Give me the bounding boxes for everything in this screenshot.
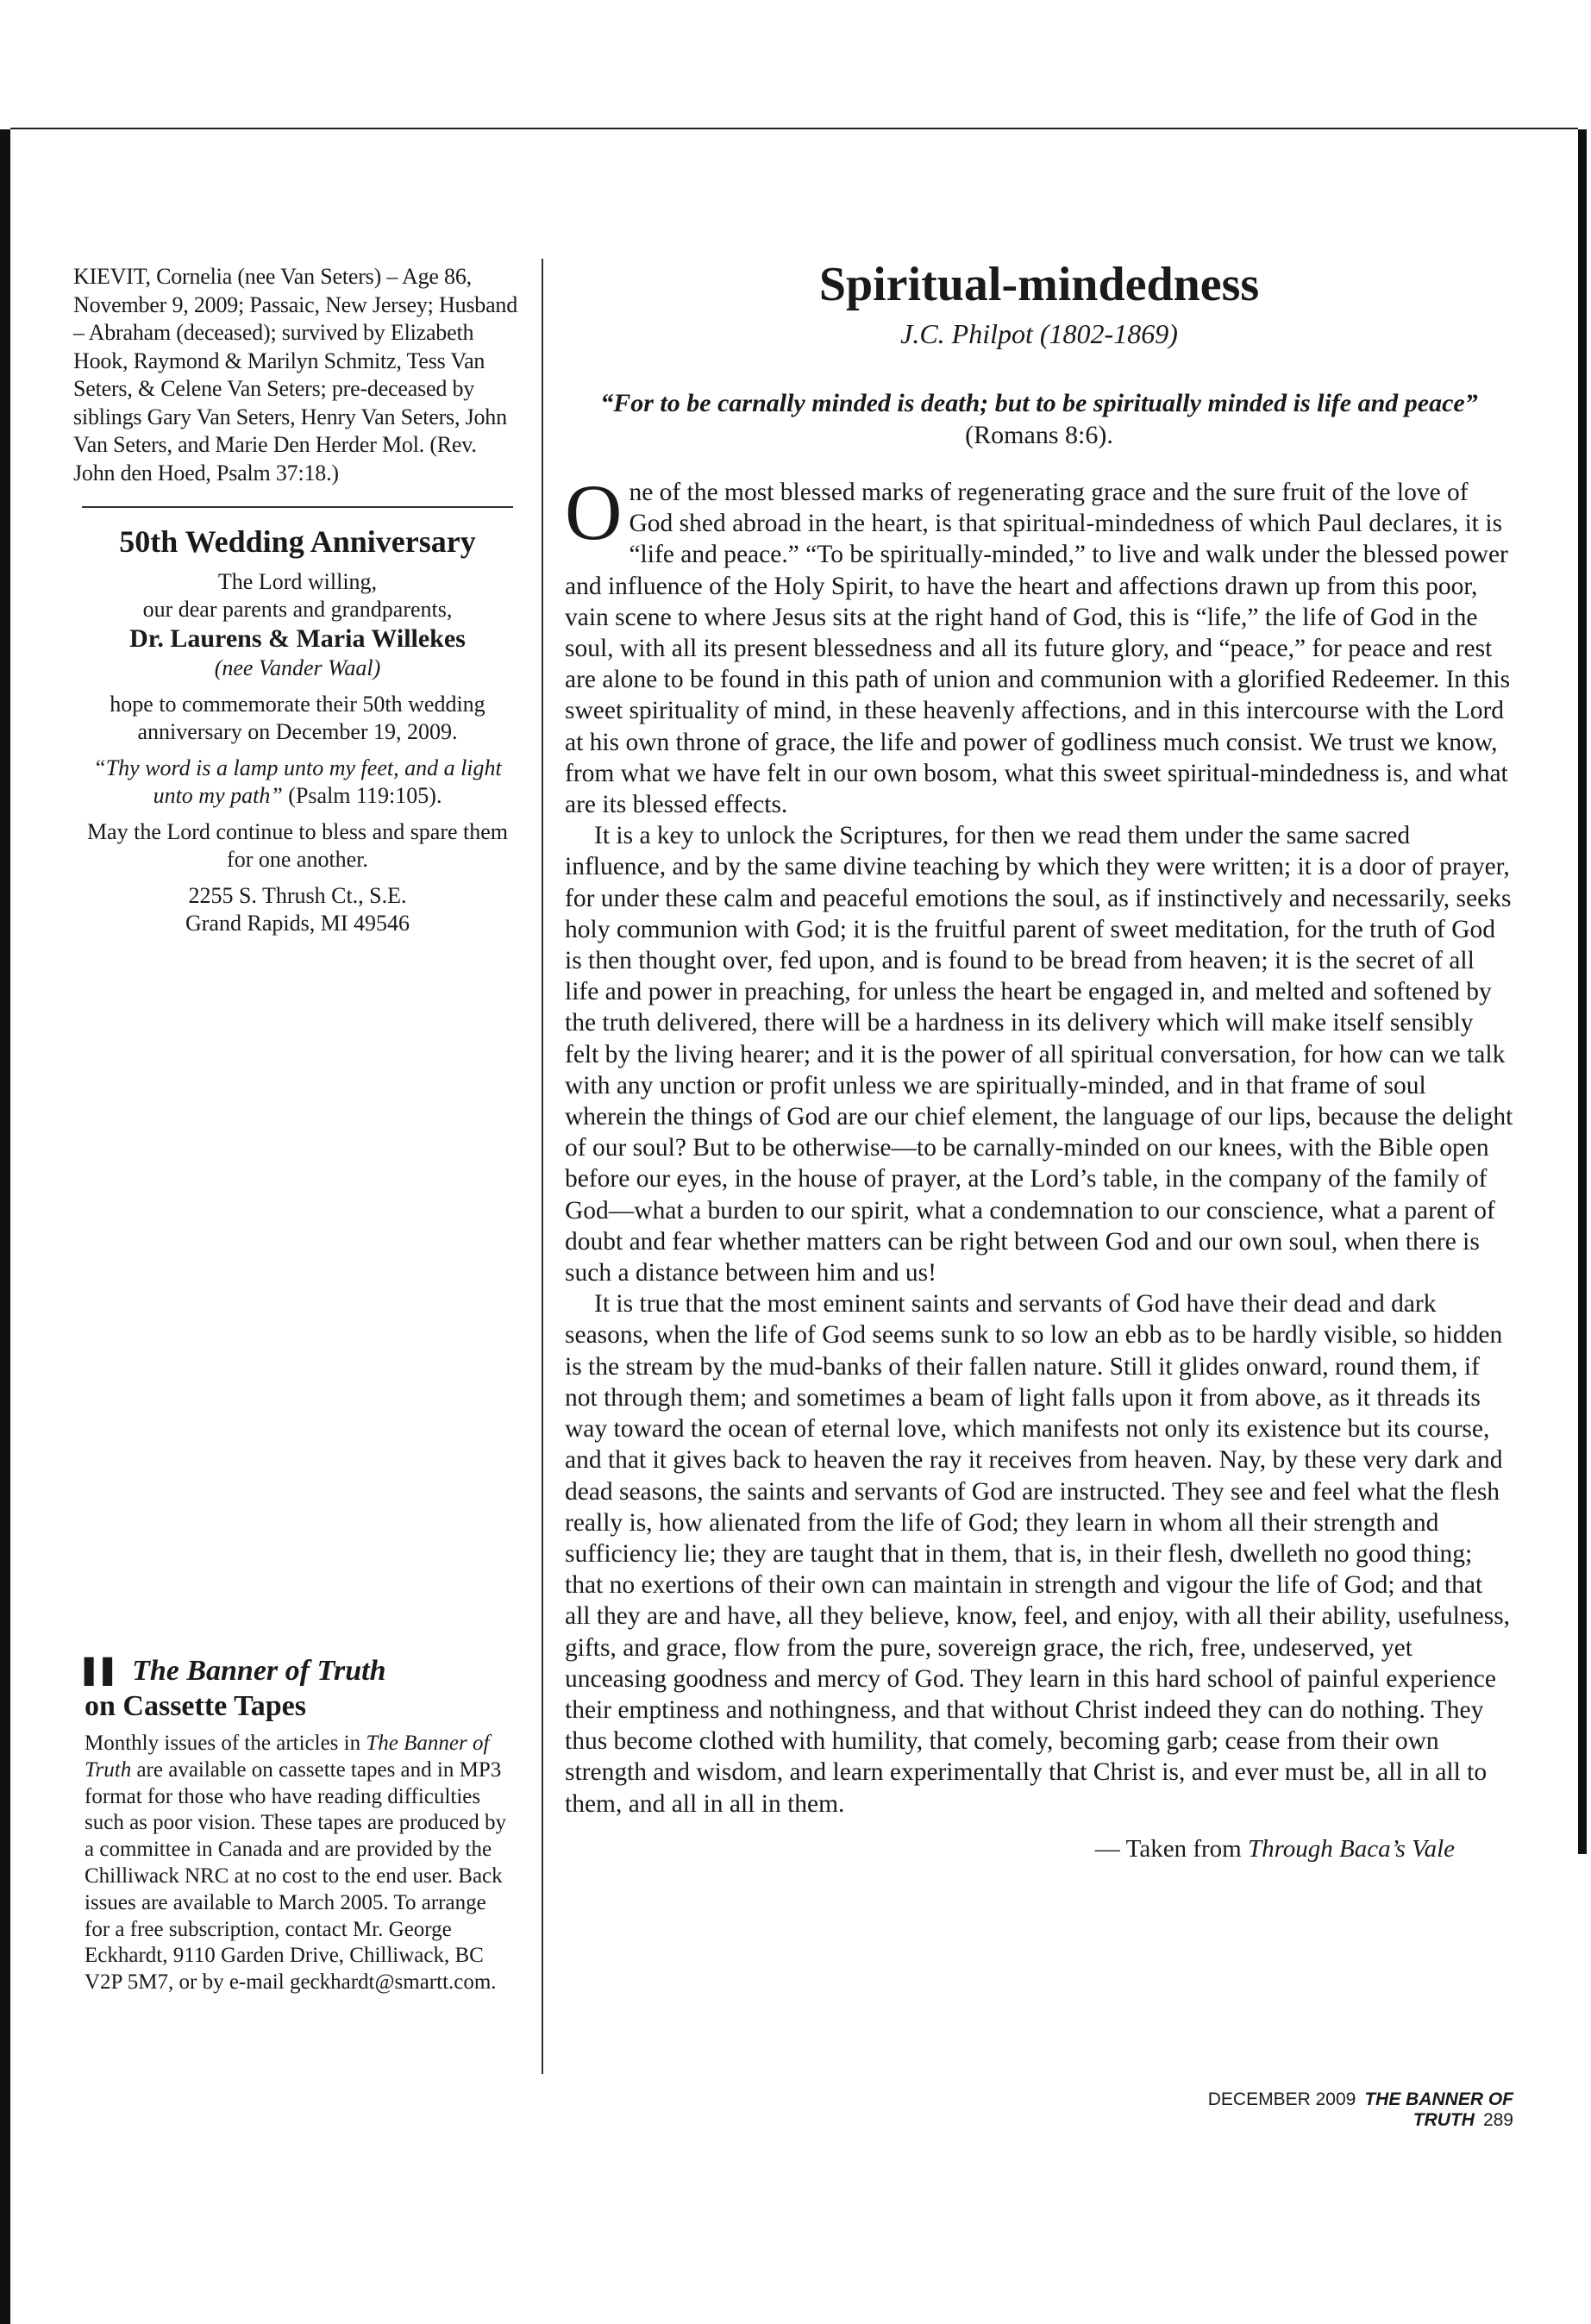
address-line1: 2255 S. Thrush Ct., S.E.: [188, 883, 407, 908]
paragraph-1: [565, 468, 1513, 820]
anniversary-names: Dr. Laurens & Maria Willekes: [129, 624, 466, 653]
page-number: 289: [1482, 2110, 1513, 2130]
address-line2: Grand Rapids, MI 49546: [185, 911, 410, 936]
scan-edge-left: [0, 129, 10, 2324]
left-column: [73, 263, 522, 937]
article-body: [565, 468, 1513, 1820]
verse-ref: (Psalm 119:105).: [282, 783, 442, 808]
cassette-text: [85, 1731, 507, 1996]
cassette-text-b: are available on cassette tapes and in MP3 format for those who have reading difficulties such as poor vision. These tapes are produced by a committee in Canada and are provided by the Chilliwack NRC at no cost to the end user. Back issues are available to March 2005. To arrange for a free subscription, contact Mr. George Eckhardt, 9110 Garden Drive, Chilliwack, BC V2P 5M7, or by e-mail geckhardt@smartt.com.: [85, 1757, 506, 1995]
article-epigraph: [565, 387, 1513, 451]
cassette-text-a: Monthly issues of the articles in: [85, 1732, 366, 1755]
footer-magazine: THE BANNER OF TRUTH: [1364, 2089, 1513, 2130]
page-footer: [1112, 2089, 1513, 2131]
obituary-notice: KIEVIT, Cornelia (nee Van Seters) – Age 86, November 9, 2009; Passaic, New Jersey; Husband – Abraham (deceased); survived by Elizabeth Hook, Raymond & Marilyn Schmitz, Tess Van Seters, & Celene Van Seters; pre-deceased by siblings Gary Van Seters, Henry Van Seters, John Van Seters, and Marie Den Herder Mol. (Rev. John den Hoed, Psalm 37:18.): [73, 264, 518, 485]
anniversary-verse: [73, 755, 522, 810]
epigraph-ref: (Romans 8:6).: [965, 421, 1113, 449]
article-author: J.C. Philpot (1802-1869): [900, 318, 1178, 349]
cassette-heading: [85, 1654, 507, 1724]
bars-icon: ▌▌: [85, 1657, 122, 1686]
anniversary-announcement: [73, 523, 522, 937]
footer-date: DECEMBER 2009: [1207, 2089, 1356, 2109]
section-separator: [82, 506, 513, 508]
article: [565, 254, 1513, 1864]
article-title: Spiritual-mindedness: [818, 258, 1260, 311]
scan-edge-right: [1578, 129, 1587, 1854]
drop-cap: O: [565, 468, 623, 556]
verse-quote: “Thy word is a lamp unto my feet, and a light unto my path”: [93, 755, 502, 808]
scan-margin: [0, 0, 1591, 129]
top-rule: [10, 128, 1578, 129]
column-divider: [542, 259, 543, 2074]
article-credit: [565, 1833, 1455, 1864]
cassette-heading-rest: on Cassette Tapes: [85, 1690, 306, 1722]
paragraph-1-text: ne of the most blessed marks of regenerating grace and the sure fruit of the love of God shed abroad in the heart, is that spiritual-mindedness of which Paul declares, it is “life and peace.” “To be spiritually-minded,” to live and walk under the blessed power and influence of the Holy Spirit, to have the heart and affections drawn up from this poor, vain scene to where Jesus sits at the right hand of God, this is “life,” the life of God in the soul, with all its present blessedness and all its future glory, and “peace,” for peace and rest are alone to be found in this path of union and communion with a glorified Redeemer. In this sweet spirituality of mind, in these heavenly affections, and in this intercourse with the Lord at his own throne of grace, the life and power of godliness much consist. We trust we know, from what we have felt in our own bosom, what this sweet spiritual-mindedness is, and what are its blessed effects.: [565, 479, 1511, 819]
cassette-notice: [85, 1654, 507, 1996]
anniversary-heading: 50th Wedding Anniversary: [119, 524, 476, 559]
anniversary-line1: The Lord willing,: [217, 569, 378, 594]
epigraph-quote: “For to be carnally minded is death; but to be spiritually minded is life and peace”: [600, 389, 1478, 417]
anniversary-line2: our dear parents and grandparents,: [142, 597, 453, 622]
cassette-text-title: The Banner of Truth: [85, 1732, 490, 1782]
credit-prefix: — Taken from: [1094, 1834, 1248, 1863]
anniversary-blessing: May the Lord continue to bless and spare them for one another.: [86, 819, 509, 872]
anniversary-nee: (nee Vander Waal): [214, 655, 381, 680]
paragraph-3: It is true that the most eminent saints and servants of God have their dead and dark seasons, when the life of God seems sunk to so low an ebb as to be hardly visible, so hidden is the stream by the mud-banks of their fallen nature. Still it glides onward, round them, if not through them; and sometimes a beam of light falls upon it from above, as it threads its way toward the ocean of eternal love, which manifests not only its existence but its course, and that it gives back to heaven the ray it receives from heaven. Nay, by these very dark and dead seasons, the saints and servants of God are instructed. They see and feel what the flesh really is, how alienated from the life of God; they learn in whom all their strength and sufficiency lie; they are taught that in them, that is, in their flesh, dwelleth no good thing; that no exertions of their own can maintain in strength and vigour the life of God; and that all they are and have, all they believe, know, feel, and enjoy, with all their ability, usefulness, gifts, and grace, flow from the pure, sovereign grace, the rich, free, undeserved, yet unceasing goodness and mercy of God. They learn in this hard school of painful experience their emptiness and nothingness, and that without Christ indeed they can do nothing. They thus become clothed with humility, that comely, becoming garb; cease from their own strength and wisdom, and learn experimentally that Christ is, and ever must be, all in all to them, and all in all in them.: [565, 1290, 1511, 1818]
credit-source: Through Baca’s Vale: [1247, 1834, 1455, 1863]
anniversary-hope: hope to commemorate their 50th wedding anniversary on December 19, 2009.: [110, 692, 485, 744]
paragraph-2: It is a key to unlock the Scriptures, for then we read them under the same sacred influence, and by the same divine teaching by which they were written; it is a door of prayer, for under these calm and peaceful emotions the soul, as if instinctively and necessarily, seeks holy communion with God; it is the fruitful parent of sweet meditation, for the truth of God is then thought over, fed upon, and is found to be bread from heaven; it is the secret of all life and power in preaching, for unless the heart be engaged in, and melted and softened by the truth delivered, there will be a hardness in its delivery which will make itself sensibly felt by the living hearer; and it is the power of all spiritual conversation, for how can we talk with any unction or profit unless we are spiritually-minded, and in that frame of soul wherein the things of God are our chief element, the language of our lips, because the delight of our soul? But to be otherwise—to be carnally-minded on our knees, with the Bible open before our eyes, in the house of prayer, at the Lord’s table, in the company of the family of God—what a burden to our spirit, what a condemnation to our conscience, what a parent of doubt and fear whether matters can be right between God and our own soul, when there is such a distance between him and us!: [565, 822, 1513, 1287]
cassette-heading-title: The Banner of Truth: [132, 1655, 386, 1687]
